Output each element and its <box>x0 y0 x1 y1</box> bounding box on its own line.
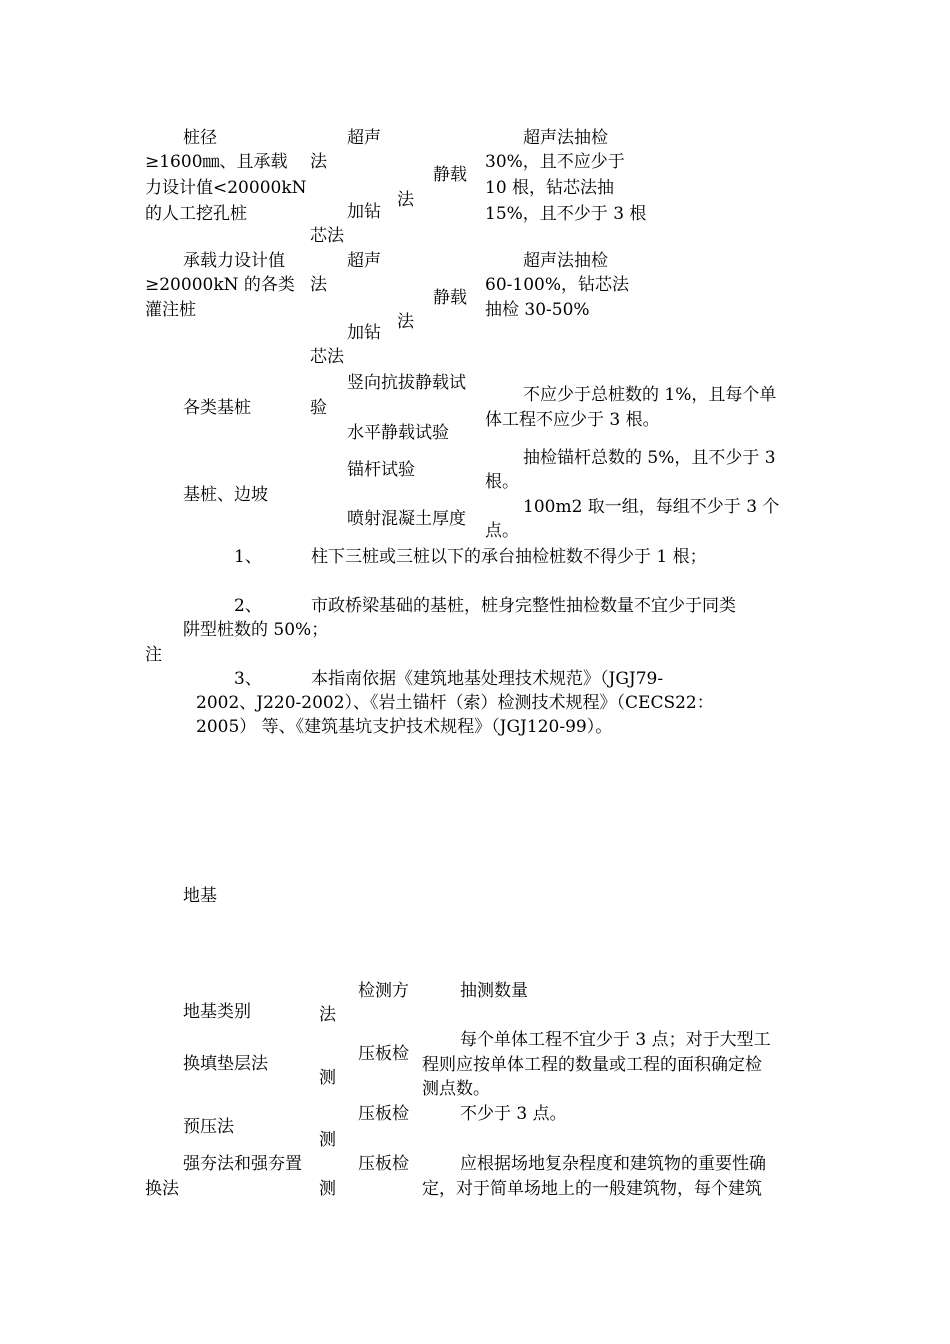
t2-r2-method-line2: 测 <box>319 1130 336 1150</box>
r2-target-line1: 承载力设计值 <box>183 251 285 271</box>
r1-quantity-line3: 10 根，钻芯法抽 <box>485 178 615 198</box>
r3-quantity-line2: 体工程不应少于 3 根。 <box>485 410 660 430</box>
r1-method1-line2: 法 <box>310 152 327 172</box>
r3-quantity-line1: 不应少于总桩数的 1%，且每个单 <box>523 385 777 405</box>
r2-method2-line1: 加钻 <box>347 323 381 343</box>
note2-text-line2: 阱型桩数的 50%； <box>183 620 329 640</box>
r1-method1-line1: 超声 <box>347 128 381 148</box>
t2-r3-method-line1: 压板检 <box>358 1154 409 1174</box>
t2-r1-quantity-line2: 程则应按单体工程的数量或工程的面积确定检 <box>422 1055 762 1075</box>
r1-method2-line1: 加钻 <box>347 202 381 222</box>
r2-method-tail: 法 <box>397 312 414 332</box>
t2-r1-method-line1: 压板检 <box>358 1044 409 1064</box>
t2-r3-method-line2: 测 <box>319 1179 336 1199</box>
note3-number: 3、 <box>234 669 262 689</box>
r2-method1-line1: 超声 <box>347 251 381 271</box>
r1-method-tail: 法 <box>397 190 414 210</box>
r4-method1: 锚杆试验 <box>347 460 415 480</box>
note2-number: 2、 <box>234 596 262 616</box>
r2-quantity-line3: 抽检 30-50% <box>485 300 590 320</box>
r4-quantity2-line2: 点。 <box>485 521 519 541</box>
t2-r1-quantity-line3: 测点数。 <box>422 1079 490 1099</box>
r2-target-line3: 灌注桩 <box>145 300 196 320</box>
t2-r1-quantity-line1: 每个单体工程不宜少于 3 点；对于大型工 <box>460 1030 771 1050</box>
note3-text-line2: 2002、J220-2002）、《岩土锚杆（索）检测技术规程》（CECS22： <box>196 693 714 713</box>
r4-target: 基桩、边坡 <box>183 485 268 505</box>
r1-target-line2: ≥1600㎜、且承载 <box>145 152 288 172</box>
t2-header-method-line1: 检测方 <box>358 981 409 1001</box>
note3-text-line3: 2005） 等、《建筑基坑支护技术规程》（JGJ120-99）。 <box>196 717 613 737</box>
notes-label: 注 <box>145 645 162 665</box>
r1-method2-line2: 芯法 <box>310 226 344 246</box>
r4-quantity1-line2: 根。 <box>485 472 519 492</box>
r2-target-line2: ≥20000kN 的各类 <box>145 275 295 295</box>
note2-text-line1: 市政桥梁基础的基桩，桩身完整性抽检数量不宜少于同类 <box>311 596 736 616</box>
r2-method1-line2: 法 <box>310 275 327 295</box>
r3-method1-line1: 竖向抗拔静载试 <box>347 373 466 393</box>
t2-r1-method-line2: 测 <box>319 1068 336 1088</box>
r2-quantity-line2: 60-100%，钻芯法 <box>485 275 629 295</box>
note1-text: 柱下三桩或三桩以下的承台抽检桩数不得少于 1 根； <box>311 547 707 567</box>
r1-target-line1: 桩径 <box>183 128 217 148</box>
r1-target-line3: 力设计值<20000kN <box>145 178 307 198</box>
t2-r3-type-line2: 换法 <box>145 1179 179 1199</box>
t2-r2-method-line1: 压板检 <box>358 1104 409 1124</box>
t2-header-method-line2: 法 <box>319 1005 336 1025</box>
r1-target-line4: 的人工挖孔桩 <box>145 204 247 224</box>
r4-method2: 喷射混凝土厚度 <box>347 509 466 529</box>
t2-header-type: 地基类别 <box>183 1002 251 1022</box>
section-title: 地基 <box>183 886 217 906</box>
r1-quantity-line1: 超声法抽检 <box>523 128 608 148</box>
r3-target: 各类基桩 <box>183 398 251 418</box>
r1-quantity-line2: 30%，且不应少于 <box>485 152 625 172</box>
t2-r2-quantity-line1: 不少于 3 点。 <box>460 1104 567 1124</box>
t2-header-quantity: 抽测数量 <box>460 981 528 1001</box>
t2-r3-quantity-line1: 应根据场地复杂程度和建筑物的重要性确 <box>460 1154 766 1174</box>
note1-number: 1、 <box>234 547 262 567</box>
r3-method1-line2: 验 <box>310 398 327 418</box>
r1-method3: 静载 <box>433 165 467 185</box>
r3-method2: 水平静载试验 <box>347 423 449 443</box>
r2-method3: 静载 <box>433 288 467 308</box>
r1-quantity-line4: 15%，且不少于 3 根 <box>485 204 647 224</box>
note3-text-line1: 本指南依据《建筑地基处理技术规范》（JGJ79- <box>311 669 664 689</box>
r2-method2-line2: 芯法 <box>310 347 344 367</box>
r4-quantity1-line1: 抽检锚杆总数的 5%，且不少于 3 <box>523 448 776 468</box>
r4-quantity2-line1: 100m2 取一组，每组不少于 3 个 <box>523 497 780 517</box>
t2-r1-type: 换填垫层法 <box>183 1054 268 1074</box>
r2-quantity-line1: 超声法抽检 <box>523 251 608 271</box>
t2-r2-type: 预压法 <box>183 1117 234 1137</box>
t2-r3-type-line1: 强夯法和强夯置 <box>183 1154 302 1174</box>
t2-r3-quantity-line2: 定，对于简单场地上的一般建筑物，每个建筑 <box>422 1179 762 1199</box>
